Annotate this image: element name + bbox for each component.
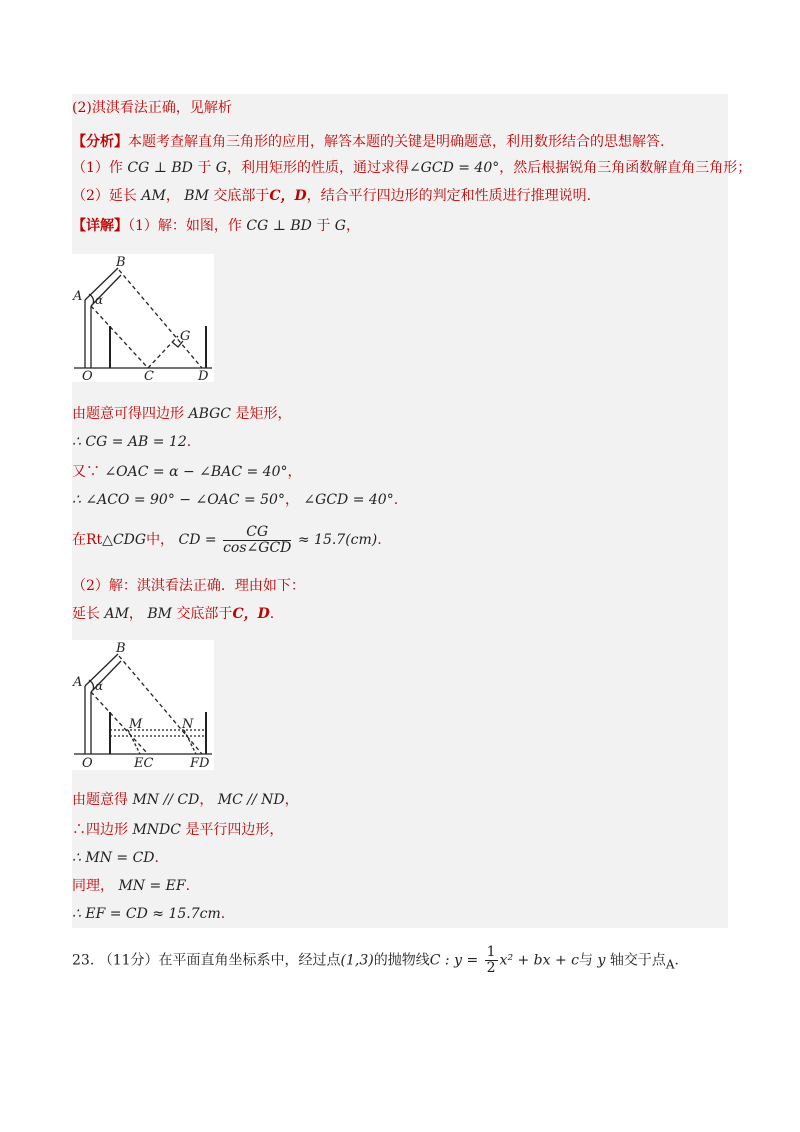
text: 由题意可得四边形 [72,406,184,422]
detail-tag: 【详解】 [72,218,128,234]
text: 延长 [72,606,100,622]
text: 同理， [72,878,114,894]
math: CD = [178,532,217,548]
label-B: B [116,255,126,270]
text: （2）解：淇淇看法正确．理由如下： [72,578,305,594]
text: （2）延长 [72,188,137,204]
math: ≈ 15.7(cm) [297,532,378,548]
math: ABGC [188,406,232,422]
math: AM [104,606,129,622]
text: 是平行四边形， [185,822,284,838]
text: ， [128,606,143,622]
math: G [215,160,227,176]
reason-line-5 [72,522,382,558]
math: x² + bx + c [499,952,580,969]
label-M: M [129,717,143,732]
reason-line-1 [72,404,291,424]
analysis-text: 本题考查解直角三角形的应用，解答本题的关键是明确题意，利用数形结合的思想解答. [128,134,665,150]
text: 于 [316,218,331,234]
text: . [185,878,191,894]
question-number: 23. [72,952,95,969]
text: （1）解：如图，作 [128,218,242,234]
detail-line [72,216,360,236]
analysis-line [72,132,664,152]
proof-line-1 [72,790,299,810]
proof-line-3 [72,848,159,868]
math: ∠OAC = α − ∠BAC = 40° [104,464,288,480]
question-text: （11分）在平面直角坐标系中，经过点 [98,952,341,969]
figure-1-diagram [72,254,214,382]
math: ∠GCD = 40° [408,160,500,176]
math: (1,3) [340,952,374,969]
math: MN = EF [118,878,186,894]
fraction-half [485,945,498,976]
text: ， [165,188,180,204]
math: ∴ EF = CD ≈ 15.7cm [72,906,221,922]
math: BM [147,606,172,622]
math: G [334,218,346,234]
answer-line [72,98,232,118]
label-B: B [116,641,126,656]
math: CG ⊥ BD [127,160,193,176]
text: 于 [197,160,212,176]
analysis-point-1 [72,158,751,178]
math: MC // ND [217,792,285,808]
text: . [269,606,275,622]
math: 1 [486,944,496,960]
text: 由题意得 [72,792,128,808]
fraction-cd [223,525,291,556]
text: 又∵ [72,464,100,480]
math: ∴ CG = AB = 12 [72,434,187,450]
math: CG ⊥ BD [246,218,312,234]
text: 中， [146,532,175,548]
figure-2-diagram [72,640,214,770]
label-alpha: α [95,293,104,307]
question-text: 与 [579,952,594,969]
math: MN // CD [132,792,200,808]
text: . [154,850,159,866]
math: C，D [269,188,307,204]
proof-line-2 [72,820,283,840]
math: C，D [232,606,270,622]
analysis-point-2 [72,186,591,206]
question-text: 的抛物线 [373,952,430,969]
text: . [393,492,399,508]
question-text: . [674,952,679,969]
text: 在Rt [72,532,103,548]
text: ， [284,792,299,808]
proof-line-4 [72,876,190,896]
math: BM [184,188,209,204]
solution-block [72,94,752,928]
math: CG [223,525,291,541]
text: ， [284,492,299,508]
math: 2 [486,960,496,976]
text: . [377,532,382,548]
answer-text: (2)淇淇看法正确，见解析 [72,100,232,116]
math: ∴ ∠ACO = 90° − ∠OAC = 50° [72,492,285,508]
text: ， [345,218,360,234]
part2-line-1 [72,576,305,596]
text: 交底部于 [213,188,270,204]
label-C: C [144,369,154,382]
math: △CDG [102,532,147,548]
label-G: G [180,329,191,344]
text: ， [287,464,302,480]
label-A: A [73,289,83,304]
math: AM [141,188,166,204]
math: ∴ MN = CD [72,850,155,866]
analysis-tag: 【分析】 [72,134,128,150]
math: MNDC [132,822,181,838]
label-EC: EC [134,756,154,770]
question-23 [72,945,679,976]
proof-line-5 [72,904,225,924]
text: 交底部于 [176,606,233,622]
text: （1）作 [72,160,123,176]
label-O: O [82,756,93,770]
label-FD: FD [190,756,210,770]
text: ∴四边形 [72,822,128,838]
text: ， [199,792,214,808]
math: y [597,952,606,969]
text: . [186,434,192,450]
label-A: A [73,675,83,690]
question-text: 轴交于点 [609,952,666,969]
label-N: N [182,717,194,732]
reason-line-2 [72,432,191,452]
text: ，利用矩形的性质，通过求得 [226,160,409,176]
reason-line-4 [72,490,398,510]
part2-line-2 [72,604,274,624]
math: C : y = [429,952,479,969]
text: . [220,906,226,922]
reason-line-3 [72,462,302,482]
text: 是矩形， [235,406,292,422]
math: cos∠GCD [223,539,292,556]
text: ，结合平行四边形的判定和性质进行推理说明. [306,188,592,204]
label-alpha: α [95,679,104,693]
math: ∠GCD = 40° [303,492,394,508]
text: ，然后根据锐角三角函数解直角三角形； [499,160,752,176]
label-D: D [198,369,209,382]
label-O: O [82,369,93,382]
figure-1 [72,254,214,382]
math: A [665,957,675,972]
figure-2 [72,640,214,770]
